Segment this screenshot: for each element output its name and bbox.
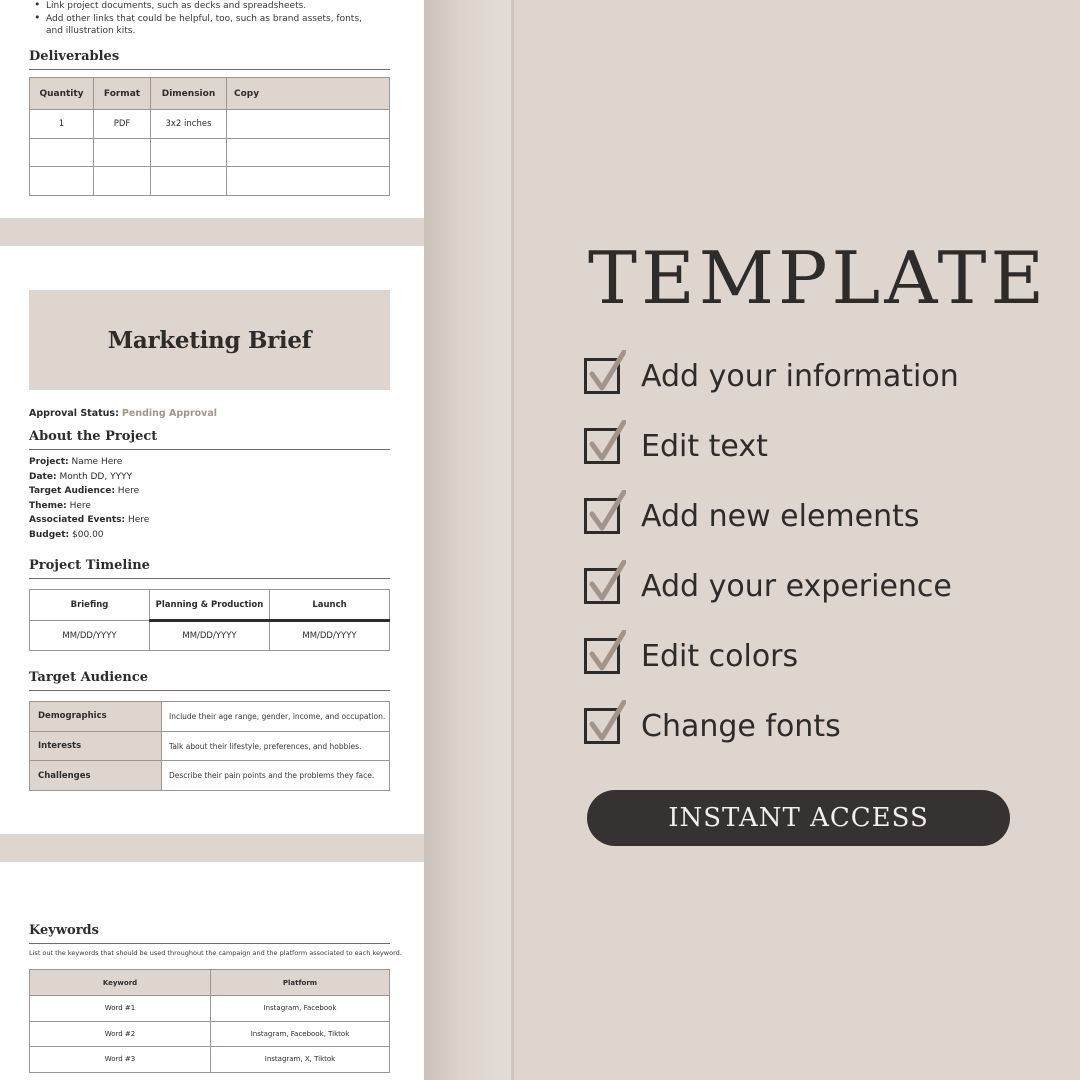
table-header-row	[30, 970, 390, 996]
info-row	[29, 455, 149, 470]
table-row	[30, 167, 390, 196]
table-row	[30, 996, 390, 1022]
table-cell: Instagram, Facebook	[211, 996, 390, 1022]
audience-value: Include their age range, gender, income, and occupation.	[162, 702, 390, 732]
feature-item	[584, 630, 1004, 680]
table-cell	[227, 138, 390, 167]
audience-table	[29, 701, 390, 791]
brief-title: Marketing Brief	[107, 326, 312, 354]
deliverables-table	[29, 77, 390, 196]
checkmark-icon	[586, 420, 626, 462]
audience-key: Challenges	[30, 761, 162, 791]
approval-value: Pending Approval	[121, 408, 218, 419]
bullet-item: • Link project documents, such as decks and spreadsheets.	[30, 0, 370, 13]
table-row	[30, 761, 390, 791]
header-briefing: Briefing	[30, 590, 150, 621]
right-background	[514, 0, 1080, 1080]
checkmark-icon	[586, 700, 626, 742]
brief-title-banner	[29, 290, 390, 390]
feature-item	[584, 350, 1004, 400]
checkmark-icon	[586, 490, 626, 532]
table-cell	[94, 167, 151, 196]
template-heading: TEMPLATE	[588, 236, 1049, 320]
feature-label: Edit text	[641, 429, 768, 464]
date-cell: MM/DD/YYYY	[150, 621, 270, 651]
info-label: Project:	[29, 457, 69, 467]
approval-label: Approval Status:	[29, 408, 119, 419]
checkmark-icon	[586, 350, 626, 392]
header-launch: Launch	[270, 590, 390, 621]
feature-item	[584, 560, 1004, 610]
table-cell	[227, 110, 390, 139]
info-value: Name Here	[71, 457, 123, 467]
table-cell: Word #2	[30, 1021, 211, 1047]
info-label: Associated Events:	[29, 515, 126, 525]
instant-access-label: INSTANT ACCESS	[668, 803, 929, 833]
timeline-title: Project Timeline	[29, 558, 390, 579]
feature-label: Add your experience	[641, 569, 952, 604]
document-page-2	[0, 246, 424, 834]
feature-item	[584, 420, 1004, 470]
project-info-list	[29, 455, 149, 542]
checkmark-icon	[586, 560, 626, 602]
table-cell	[30, 167, 94, 196]
table-row	[30, 138, 390, 167]
date-cell: MM/DD/YYYY	[30, 621, 150, 651]
table-cell	[151, 167, 227, 196]
table-cell	[94, 138, 151, 167]
feature-label: Add new elements	[641, 499, 920, 534]
about-title: About the Project	[29, 429, 390, 450]
table-cell: Word #3	[30, 1047, 211, 1073]
header-copy: Copy	[227, 78, 390, 110]
audience-key: Demographics	[30, 702, 162, 732]
info-label: Date:	[29, 471, 57, 482]
header-platform: Platform	[211, 970, 390, 996]
audience-key: Interests	[30, 731, 162, 761]
info-row	[29, 484, 149, 499]
table-cell: 1	[30, 110, 94, 139]
feature-item	[584, 490, 1004, 540]
info-value: $00.00	[72, 529, 104, 540]
checkmark-icon	[586, 630, 626, 672]
table-cell	[151, 138, 227, 167]
document-page-3	[0, 862, 424, 1080]
table-header-row	[30, 78, 390, 110]
timeline-table	[29, 589, 390, 651]
info-label: Budget:	[29, 529, 70, 540]
table-cell: Instagram, Facebook, Tiktok	[211, 1021, 390, 1047]
instant-access-button[interactable]	[587, 790, 1010, 846]
feature-label: Edit colors	[641, 639, 799, 674]
table-cell	[30, 138, 94, 167]
info-value: Here	[117, 486, 140, 496]
resource-bullet-list	[30, 0, 370, 38]
table-row	[30, 1047, 390, 1073]
header-keyword: Keyword	[30, 970, 211, 996]
header-quantity: Quantity	[30, 78, 94, 110]
table-cell: Word #1	[30, 996, 211, 1022]
feature-label: Add your information	[641, 359, 959, 394]
audience-value: Talk about their lifestyle, preferences, and hobbies.	[162, 731, 390, 761]
info-row	[29, 528, 149, 543]
table-row	[30, 702, 390, 732]
keywords-description: List out the keywords that should be used throughout the campaign and the platform associated to each keyword.	[29, 949, 402, 957]
feature-label: Change fonts	[641, 709, 841, 744]
keywords-table	[29, 969, 390, 1073]
table-cell: Instagram, X, Tiktok	[211, 1047, 390, 1073]
info-row	[29, 513, 149, 528]
approval-status	[29, 408, 217, 419]
document-page-1	[0, 0, 424, 218]
audience-value: Describe their pain points and the problems they face.	[162, 761, 390, 791]
table-row	[30, 731, 390, 761]
page-shadow	[424, 0, 514, 1080]
table-row	[30, 1021, 390, 1047]
info-value: Here	[128, 515, 150, 525]
info-label: Target Audience:	[29, 486, 115, 496]
info-row	[29, 499, 149, 514]
table-cell: PDF	[94, 110, 151, 139]
header-dimension: Dimension	[151, 78, 227, 110]
header-format: Format	[94, 78, 151, 110]
info-value: Here	[69, 500, 91, 511]
table-row	[30, 110, 390, 139]
table-cell	[227, 167, 390, 196]
deliverables-title: Deliverables	[29, 49, 390, 70]
date-cell: MM/DD/YYYY	[270, 621, 390, 651]
info-row	[29, 470, 149, 485]
table-row	[30, 621, 390, 651]
info-value: Month DD, YYYY	[59, 471, 133, 482]
bullet-item: • Add other links that could be helpful, too, such as brand assets, fonts, and illustration kits.	[30, 13, 370, 38]
table-cell: 3x2 inches	[151, 110, 227, 139]
keywords-title: Keywords	[29, 923, 390, 944]
table-header-row	[30, 590, 390, 621]
header-planning: Planning & Production	[150, 590, 270, 621]
feature-item	[584, 700, 1004, 750]
info-label: Theme:	[29, 500, 67, 511]
audience-title: Target Audience	[29, 670, 390, 691]
